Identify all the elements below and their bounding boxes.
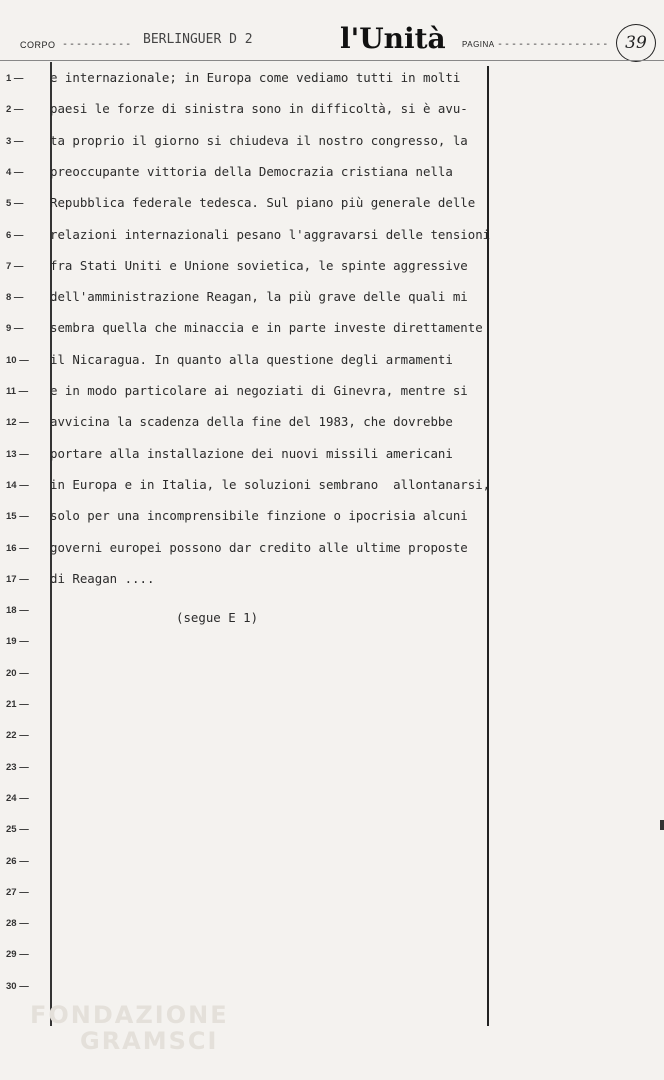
line-number: 23 — xyxy=(6,761,29,773)
line-number: 17 — xyxy=(6,573,29,585)
line-number: 2 — xyxy=(6,104,24,116)
page-number-circle: 39 xyxy=(616,24,656,62)
line-number: 3 — xyxy=(6,135,24,147)
line-number: 19 — xyxy=(6,636,29,648)
typed-line: preoccupante vittoria della Democrazia cristiana nella xyxy=(50,163,453,179)
line-number: 7 — xyxy=(6,260,24,272)
edge-mark xyxy=(660,820,664,830)
typed-line: relazioni internazionali pesano l'aggravarsi delle tensioni xyxy=(50,226,491,242)
archive-watermark xyxy=(30,1002,229,1054)
corpo-label: CORPO xyxy=(20,40,56,50)
line-number: 25 — xyxy=(6,824,29,836)
slug-text: BERLINGUER D 2 xyxy=(143,32,253,47)
typed-line: e in modo particolare ai negoziati di Ginevra, mentre si xyxy=(50,383,468,398)
line-number: 18 — xyxy=(6,605,29,617)
document-header xyxy=(0,0,664,62)
line-number: 11 — xyxy=(6,386,29,397)
typed-line: ta proprio il giorno si chiudeva il nostro congresso, la xyxy=(50,132,468,148)
typed-line: Repubblica federale tedesca. Sul piano più generale delle xyxy=(50,195,476,211)
masthead-logo: l'Unità xyxy=(340,22,446,55)
line-number: 1 — xyxy=(6,73,24,84)
typed-line: in Europa e in Italia, le soluzioni sembrano allontanarsi, xyxy=(50,476,491,492)
line-number: 13 — xyxy=(6,448,29,460)
typed-line: portare alla installazione dei nuovi missili americani xyxy=(50,445,453,461)
typed-line: paesi le forze di sinistra sono in difficoltà, si è avu- xyxy=(50,101,468,117)
line-number: 14 — xyxy=(6,479,29,491)
typed-line: governi europei possono dar credito alle ultime proposte xyxy=(50,539,468,555)
line-number: 8 — xyxy=(6,292,24,304)
typed-line: il Nicaragua. In quanto alla questione degli armamenti xyxy=(50,351,453,367)
line-number: 15 — xyxy=(6,511,29,523)
right-margin-line xyxy=(487,66,489,1026)
typed-line: dell'amministrazione Reagan, la più grave delle quali mi xyxy=(50,289,468,305)
line-number: 16 — xyxy=(6,542,29,554)
typed-line: di Reagan .... xyxy=(50,570,155,586)
continuation-note: (segue E 1) xyxy=(176,610,259,625)
watermark-line-2: GRAMSCI xyxy=(80,1027,219,1055)
pagina-field: ---------------- xyxy=(497,39,610,50)
line-number: 5 — xyxy=(6,198,24,210)
line-number: 4 — xyxy=(6,166,24,178)
line-number: 22 — xyxy=(6,730,29,742)
line-number: 26 — xyxy=(6,855,29,867)
line-number: 30 — xyxy=(6,980,29,992)
line-number: 29 — xyxy=(6,949,29,961)
typed-line: sembra quella che minaccia e in parte investe direttamente xyxy=(50,320,483,336)
pagina-label: PAGINA xyxy=(462,40,495,49)
line-number: 24 — xyxy=(6,792,29,804)
line-number: 21 — xyxy=(6,699,29,710)
typed-line: fra Stati Uniti e Unione sovietica, le spinte aggressive xyxy=(50,257,468,273)
line-number: 10 — xyxy=(6,354,29,366)
line-number: 28 — xyxy=(6,918,29,930)
header-rule xyxy=(0,60,664,61)
line-number: 12 — xyxy=(6,417,29,429)
typed-line: e internazionale; in Europa come vediamo tutti in molti xyxy=(50,70,461,85)
typed-line: avvicina la scadenza della fine del 1983, che dovrebbe xyxy=(50,414,453,430)
line-number: 9 — xyxy=(6,323,24,335)
watermark-line-1: FONDAZIONE xyxy=(30,1001,229,1029)
line-number: 27 — xyxy=(6,886,29,898)
typed-line: solo per una incomprensibile finzione o ipocrisia alcuni xyxy=(50,508,468,524)
line-number: 6 — xyxy=(6,229,24,241)
corpo-field: ---------- xyxy=(62,39,133,50)
line-number: 20 — xyxy=(6,667,29,679)
